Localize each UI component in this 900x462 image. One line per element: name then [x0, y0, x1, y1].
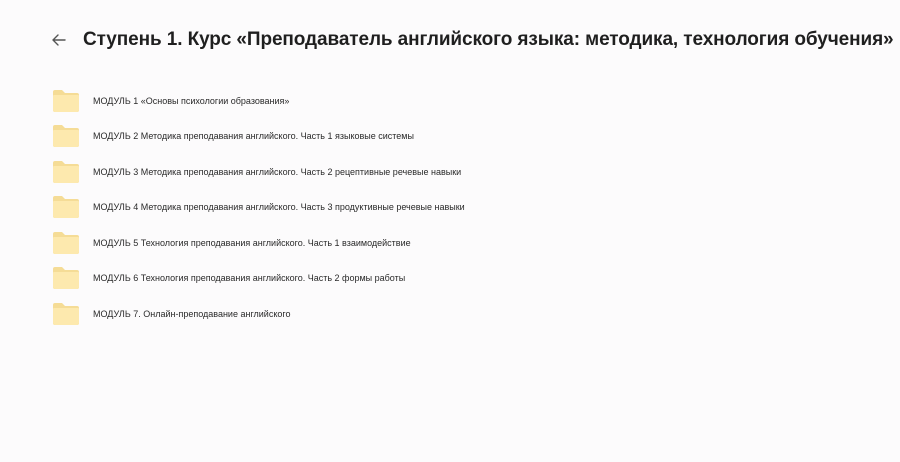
folder-label: МОДУЛЬ 5 Технология преподавания английского. Часть 1 взаимодействие [93, 237, 411, 248]
page-title: Ступень 1. Курс «Преподаватель английского языка: методика, технология обучения» [83, 29, 894, 50]
page-header [52, 24, 894, 56]
folder-label: МОДУЛЬ 4 Методика преподавания английского. Часть 3 продуктивные речевые навыки [93, 202, 465, 213]
folder-item-module-6[interactable] [52, 261, 872, 297]
folder-item-module-3[interactable] [52, 154, 872, 190]
folder-item-module-7[interactable] [52, 296, 872, 332]
folder-item-module-2[interactable] [52, 119, 872, 155]
back-button[interactable] [52, 31, 66, 49]
folder-icon [52, 124, 80, 148]
folder-icon [52, 302, 80, 326]
folder-label: МОДУЛЬ 2 Методика преподавания английского. Часть 1 языковые системы [93, 131, 414, 142]
folder-label: МОДУЛЬ 7. Онлайн-преподавание английского [93, 308, 291, 319]
folder-label: МОДУЛЬ 1 «Основы психологии образования» [93, 95, 290, 106]
folder-icon [52, 195, 80, 219]
folder-item-module-5[interactable] [52, 225, 872, 261]
folder-icon [52, 231, 80, 255]
folder-list [52, 83, 872, 332]
folder-icon [52, 89, 80, 113]
folder-label: МОДУЛЬ 3 Методика преподавания английского. Часть 2 рецептивные речевые навыки [93, 166, 462, 177]
folder-item-module-4[interactable] [52, 190, 872, 226]
arrow-left-icon [52, 34, 66, 46]
folder-label: МОДУЛЬ 6 Технология преподавания английского. Часть 2 формы работы [93, 273, 406, 284]
folder-icon [52, 160, 80, 184]
folder-icon [52, 266, 80, 290]
folder-item-module-1[interactable] [52, 83, 872, 119]
